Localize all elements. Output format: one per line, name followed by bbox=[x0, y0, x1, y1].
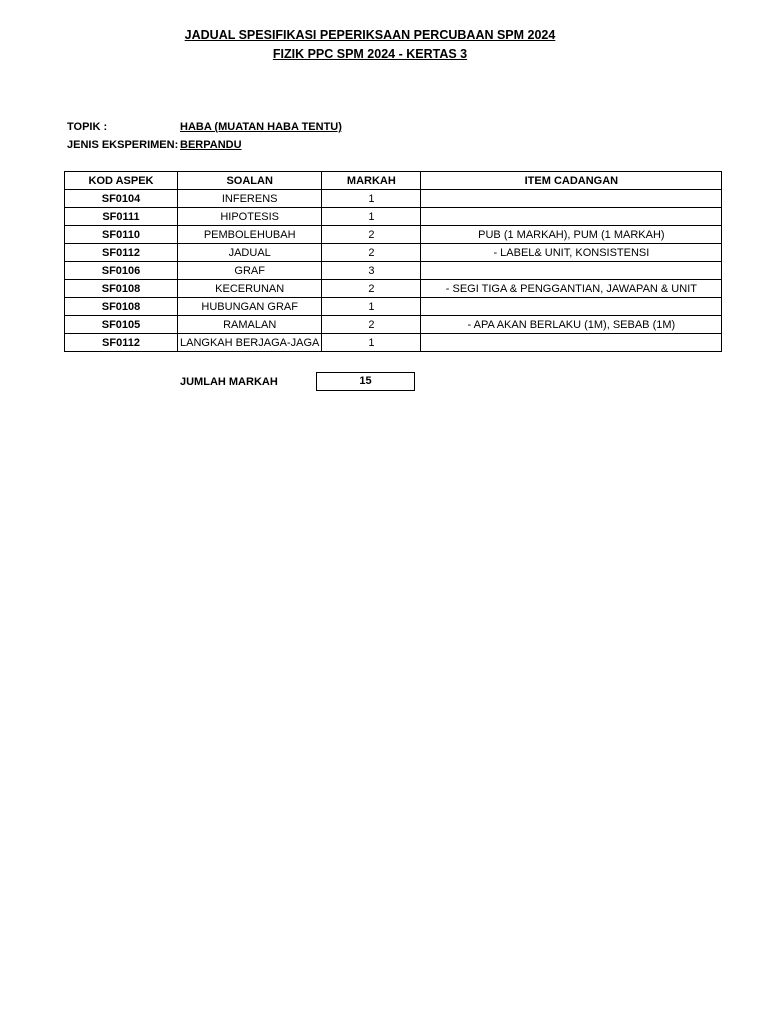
cell-soalan: RAMALAN bbox=[178, 316, 322, 334]
header-markah: MARKAH bbox=[322, 172, 421, 190]
cell-soalan: INFERENS bbox=[178, 190, 322, 208]
cell-item-cadangan bbox=[421, 190, 722, 208]
cell-soalan: HUBUNGAN GRAF bbox=[178, 298, 322, 316]
cell-soalan: JADUAL bbox=[178, 244, 322, 262]
cell-markah: 2 bbox=[322, 280, 421, 298]
cell-item-cadangan: - APA AKAN BERLAKU (1M), SEBAB (1M) bbox=[421, 316, 722, 334]
cell-markah: 2 bbox=[322, 226, 421, 244]
topik-value: HABA (MUATAN HABA TENTU) bbox=[180, 121, 342, 133]
specification-table bbox=[64, 171, 722, 352]
cell-kod-aspek: SF0110 bbox=[65, 226, 178, 244]
cell-item-cadangan: PUB (1 MARKAH), PUM (1 MARKAH) bbox=[421, 226, 722, 244]
table-row bbox=[65, 316, 722, 334]
jumlah-markah-value: 15 bbox=[316, 372, 415, 391]
cell-markah: 2 bbox=[322, 316, 421, 334]
cell-item-cadangan: - LABEL& UNIT, KONSISTENSI bbox=[421, 244, 722, 262]
cell-markah: 1 bbox=[322, 190, 421, 208]
cell-item-cadangan bbox=[421, 208, 722, 226]
cell-kod-aspek: SF0105 bbox=[65, 316, 178, 334]
table-row bbox=[65, 262, 722, 280]
cell-item-cadangan bbox=[421, 262, 722, 280]
cell-markah: 2 bbox=[322, 244, 421, 262]
cell-kod-aspek: SF0108 bbox=[65, 280, 178, 298]
cell-markah: 1 bbox=[322, 298, 421, 316]
table-header-row bbox=[65, 172, 722, 190]
cell-soalan: LANGKAH BERJAGA-JAGA bbox=[178, 334, 322, 352]
cell-kod-aspek: SF0106 bbox=[65, 262, 178, 280]
cell-kod-aspek: SF0112 bbox=[65, 334, 178, 352]
cell-soalan: PEMBOLEHUBAH bbox=[178, 226, 322, 244]
header-item-cadangan: ITEM CADANGAN bbox=[421, 172, 722, 190]
jenis-eksperimen-label: JENIS EKSPERIMEN: bbox=[67, 139, 179, 151]
cell-item-cadangan bbox=[421, 334, 722, 352]
cell-markah: 3 bbox=[322, 262, 421, 280]
table-row bbox=[65, 298, 722, 316]
cell-soalan: KECERUNAN bbox=[178, 280, 322, 298]
cell-kod-aspek: SF0104 bbox=[65, 190, 178, 208]
cell-markah: 1 bbox=[322, 334, 421, 352]
cell-kod-aspek: SF0111 bbox=[65, 208, 178, 226]
cell-soalan: HIPOTESIS bbox=[178, 208, 322, 226]
cell-kod-aspek: SF0112 bbox=[65, 244, 178, 262]
cell-kod-aspek: SF0108 bbox=[65, 298, 178, 316]
jumlah-markah-label: JUMLAH MARKAH bbox=[180, 376, 278, 388]
jenis-eksperimen-value: BERPANDU bbox=[180, 139, 242, 151]
header-kod-aspek: KOD ASPEK bbox=[65, 172, 178, 190]
cell-item-cadangan: - SEGI TIGA & PENGGANTIAN, JAWAPAN & UNIT bbox=[421, 280, 722, 298]
table-row bbox=[65, 208, 722, 226]
cell-soalan: GRAF bbox=[178, 262, 322, 280]
document-title: JADUAL SPESIFIKASI PEPERIKSAAN PERCUBAAN SPM 2024 bbox=[184, 28, 556, 42]
cell-markah: 1 bbox=[322, 208, 421, 226]
table-row bbox=[65, 334, 722, 352]
topik-label: TOPIK : bbox=[67, 121, 108, 133]
header-soalan: SOALAN bbox=[178, 172, 322, 190]
table-row bbox=[65, 226, 722, 244]
table-row bbox=[65, 280, 722, 298]
document-subtitle: FIZIK PPC SPM 2024 - KERTAS 3 bbox=[272, 47, 468, 61]
table-row bbox=[65, 244, 722, 262]
table-row bbox=[65, 190, 722, 208]
cell-item-cadangan bbox=[421, 298, 722, 316]
